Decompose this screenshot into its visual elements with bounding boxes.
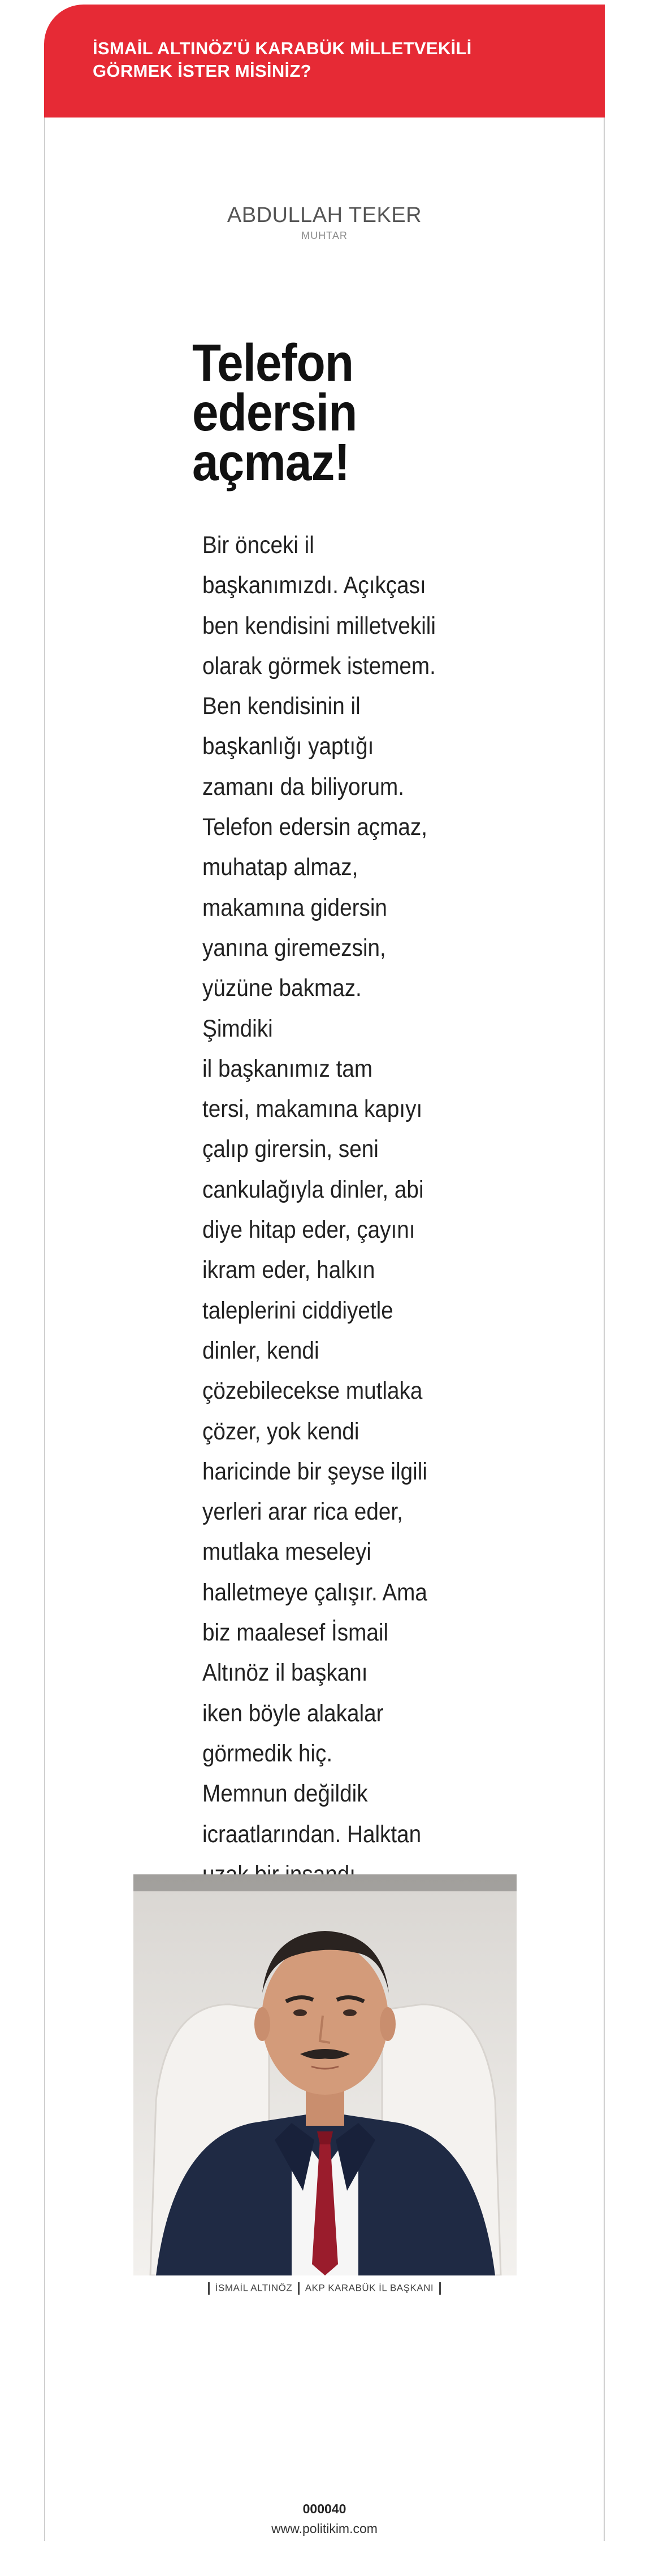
article-headline: Telefon edersin açmaz! <box>192 333 357 491</box>
site-url[interactable]: www.politikim.com <box>271 2521 378 2536</box>
portrait-illustration <box>133 1874 517 2275</box>
author-block <box>44 203 605 242</box>
author-role: MUHTAR <box>301 230 348 241</box>
article-body: Bir önceki il başkanımızdı. Açıkçası ben kendisini milletvekili olarak görmek istemem. Ben kendisinin il başkanlığı yaptığı zamanı da biliyorum. Telefon edersin açmaz, muhatap almaz, makamına gidersin yanına giremezsin, yüzüne bakmaz. Şimdiki il başkanımız tam tersi, makamına kapıyı çalıp girersin, seni cankulağıyla dinler, abi diye hitap eder, çayını ikram eder, halkın taleplerini ciddiyetle dinler, kendi çözebilecekse mutlaka çözer, yok kendi haricinde bir şeyse ilgili yerleri arar rica eder, mutlaka meseleyi halletmeye çalışır. Ama biz maalesef İsmail Altınöz il başkanı iken böyle alakalar görmedik hiç. Memnun değildik icraatlarından. Halktan <box>202 532 436 1848</box>
caption-separator <box>439 2282 441 2295</box>
photo-caption <box>44 2282 605 2295</box>
page-number: 000040 <box>302 2501 346 2516</box>
author-name: ABDULLAH TEKER <box>227 203 422 227</box>
caption-name: İSMAİL ALTINÖZ <box>215 2282 293 2294</box>
header-title: İSMAİL ALTINÖZ'Ü KARABÜK MİLLETVEKİLİ GÖRMEK İSTER MİSİNİZ? <box>93 38 472 81</box>
portrait-photo <box>133 1874 517 2275</box>
caption-separator <box>208 2282 210 2295</box>
header-banner <box>44 5 605 118</box>
page-footer <box>44 2501 605 2536</box>
caption-title: AKP KARABÜK İL BAŞKANI <box>305 2282 434 2294</box>
caption-separator <box>298 2282 300 2295</box>
